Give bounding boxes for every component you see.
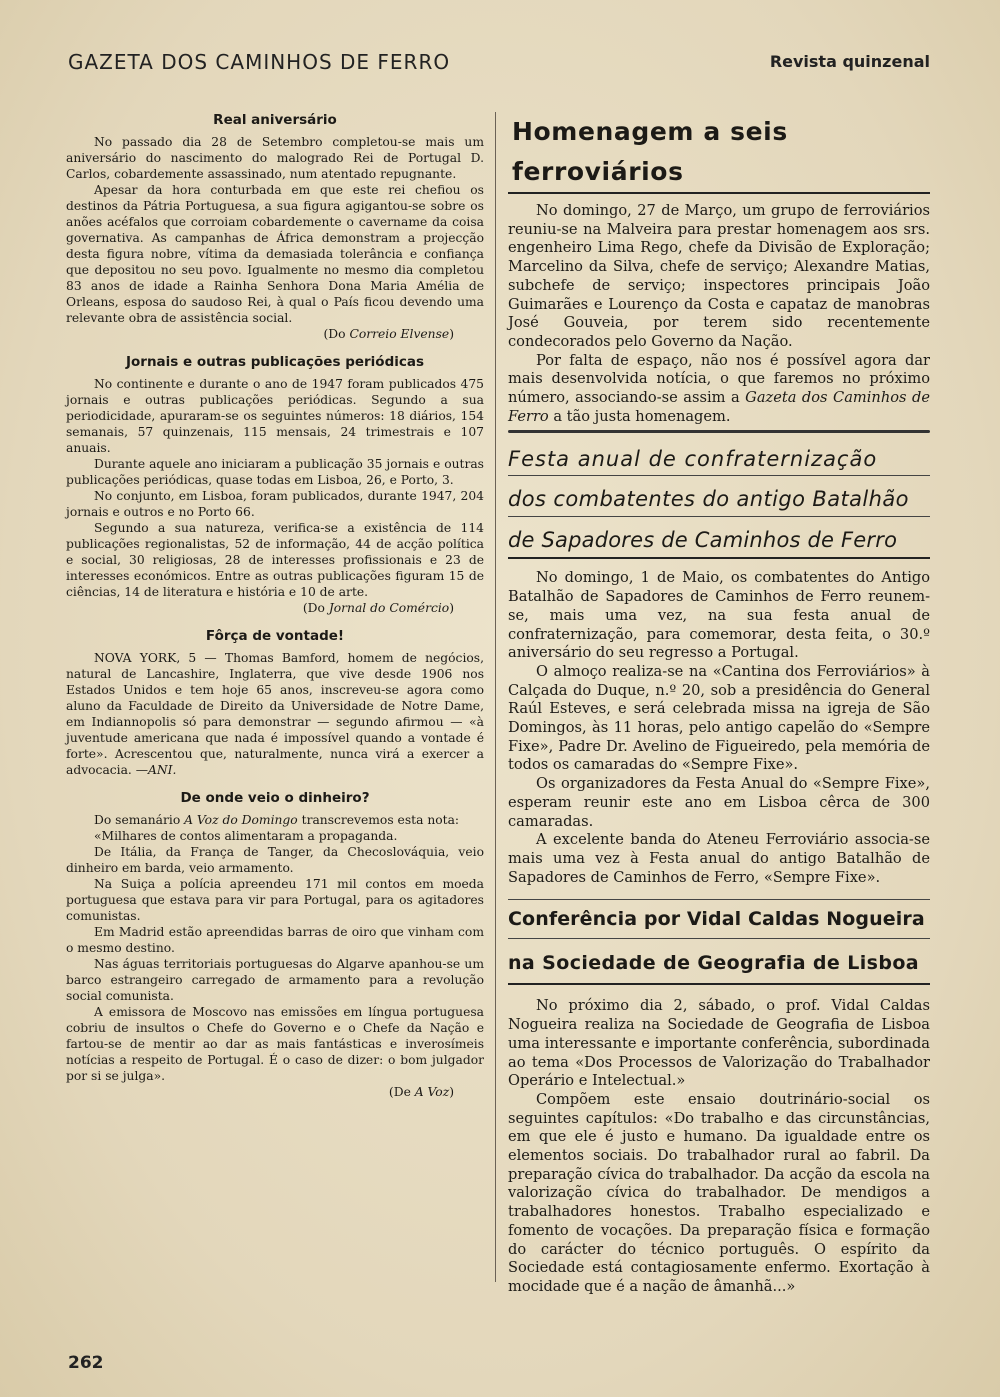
article-title: De onde veio o dinheiro? — [180, 790, 370, 806]
paragraph: No próximo dia 2, sábado, o prof. Vidal Caldas Nogueira realiza na Sociedade de Geografia de Lisboa uma interessante e importante conferência, subordinada ao tema «Dos Processos de Valorização do Trabalhador Operário e Intelectual.» — [508, 997, 930, 1090]
publication-subtitle: Revista quinzenal — [769, 52, 930, 71]
paragraph: «Milhares de contos alimentaram a propaganda. — [94, 829, 398, 843]
article-festa-anual — [508, 443, 930, 887]
article-headline-line: de Sapadores de Caminhos de Ferro — [508, 528, 898, 553]
headline-rule — [508, 983, 930, 985]
source-name: A Voz do Domingo — [184, 813, 298, 827]
source-name: Jornal do Comércio — [328, 601, 450, 615]
right-column — [508, 112, 930, 1297]
agency-name: ANI. — [148, 763, 177, 777]
section-divider — [508, 430, 930, 433]
article-real-aniversario — [66, 112, 484, 342]
article-source: (Do Correio Elvense) — [323, 327, 454, 341]
paragraph: Durante aquele ano iniciaram a publicação 35 jornais e outras publicações periódicas, quase todas em Lisboa, 26, e Porto, 3. — [66, 457, 484, 487]
paragraph: Nas águas territoriais portuguesas do Algarve apanhou-se um barco estrangeiro carregado de armamento para a revolução social comunista. — [66, 957, 484, 1003]
headline-rule — [508, 557, 930, 559]
headline-rule — [508, 475, 930, 476]
paragraph: Segundo a sua natureza, verifica-se a existência de 114 publicações regionalistas, 52 de informação, 44 de acção política e social, 30 religiosas, 28 de interesses profissionais e 23 de interesses económicos. Entre as outras publicações figuram 15 de ciências, 14 de literatura e história e 10 de arte. — [66, 521, 484, 599]
article-source: (De A Voz) — [388, 1085, 454, 1099]
publication-name: Gazeta dos Caminhos de Ferro — [508, 389, 930, 425]
paragraph: A emissora de Moscovo nas emissões em língua portuguesa cobriu de insultos o Chefe do Governo e o Chefe da Nação e fartou-se de mentir ao dar as mais fantásticas e inverosímeis notícias a respeito de Portugal. É o caso de dizer: o bom julgador por si se julga». — [66, 1005, 484, 1083]
article-headline-line: Conferência por Vidal Caldas Nogueira — [508, 908, 925, 931]
article-homenagem — [508, 112, 930, 433]
column-divider — [495, 112, 496, 1282]
left-column — [66, 112, 484, 1100]
publication-title: GAZETA DOS CAMINHOS DE FERRO — [68, 50, 451, 74]
page-number: 262 — [68, 1353, 104, 1373]
article-title: Fôrça de vontade! — [205, 628, 345, 644]
paragraph: Na Suiça a polícia apreendeu 171 mil contos em moeda portuguesa que estava para vir para Portugal, para os agitadores comunistas. — [66, 877, 484, 923]
source-name: A Voz — [414, 1085, 450, 1099]
headline-rule — [508, 938, 930, 939]
paragraph: No conjunto, em Lisboa, foram publicados, durante 1947, 204 jornais e outros e no Porto 66. — [66, 489, 484, 519]
article-headline-line: na Sociedade de Geografia de Lisboa — [508, 952, 920, 975]
paragraph: No domingo, 27 de Março, um grupo de ferroviários reuniu-se na Malveira para prestar homenagem aos srs. engenheiro Lima Rego, chefe da Divisão de Exploração; Marcelino da Silva, chefe de serviço; Alexandre Matias, subchefe de serviço; inspectores principais João Guimarães e Lourenço da Costa e capataz de manobras José Gouveia, por terem sido recentemente condecorados pelo Governo da Nação. — [508, 202, 930, 350]
paragraph: A excelente banda do Ateneu Ferroviário associa-se mais uma vez à Festa anual do antigo Batalhão de Sapadores de Caminhos de Ferro, «Sempre Fixe». — [508, 831, 930, 886]
paragraph: NOVA YORK, 5 — Thomas Bamford, homem de negócios, natural de Lancashire, Inglaterra, que vive desde 1906 nos Estados Unidos e tem hoje 65 anos, inscreveu-se agora como aluno da Faculdade de Direito da Universidade de Notre Dame, em Indiannopolis só para demonstrar — segundo afirmou — «à juventude americana que nada é impossível quando a vontade é forte». Acrescentou que, naturalmente, nunca virá a exercer a advocacia. —ANI. — [66, 651, 484, 777]
article-title: Jornais e outras publicações periódicas — [125, 354, 425, 370]
source-name: Correio Elvense — [349, 327, 450, 341]
paragraph: Em Madrid estão apreendidas barras de oiro que vinham com o mesmo destino. — [66, 925, 484, 955]
article-source: (Do Jornal do Comércio) — [302, 601, 454, 615]
paragraph: Apesar da hora conturbada em que este rei chefiou os destinos da Pátria Portuguesa, a sua figura agigantou-se sobre os anões acéfalos que corroiam cobardemente o cavername da coisa governativa. As campanhas de África demonstram a projecção desta figura nobre, vítima da demasiada tolerância e confiança que depositou no seu povo. Igualmente no mesmo dia completou 83 anos de idade a Rainha Senhora Dona Maria Amélia de Orleans, esposa do saudoso Rei, à qual o País ficou devendo uma relevante obra de assistência social. — [66, 183, 484, 325]
article-headline: Homenagem a seis ferroviários — [512, 117, 788, 186]
article-jornais — [66, 354, 484, 616]
headline-rule — [508, 516, 930, 517]
paragraph: No continente e durante o ano de 1947 foram publicados 475 jornais e outras publicações periódicas. Segundo a sua periodicidade, apuraram-se os seguintes números: 18 diários, 154 semanais, 57 quinzenais, 115 mensais, 24 trimestrais e 107 anuais. — [66, 377, 484, 455]
paragraph: Do semanário A Voz do Domingo transcrevemos esta nota: — [94, 813, 460, 827]
article-de-onde-veio-o-dinheiro — [66, 790, 484, 1100]
paragraph: De Itália, da França de Tanger, da Checoslováquia, veio dinheiro em barda, veio armamento. — [66, 845, 484, 875]
article-title: Real aniversário — [213, 112, 337, 128]
article-headline-line: dos combatentes do antigo Batalhão — [508, 487, 909, 512]
headline-rule — [508, 192, 930, 194]
article-conferencia — [508, 899, 930, 1296]
article-headline-line: Festa anual de confraternização — [508, 447, 878, 472]
paragraph: No passado dia 28 de Setembro completou-se mais um aniversário do nascimento do malogrado Rei de Portugal D. Carlos, cobardemente assassinado, num atentado repugnante. — [66, 135, 484, 181]
paragraph: Compõem este ensaio doutrinário-social os seguintes capítulos: «Do trabalho e das circunstâncias, em que ele é justo e humano. Da igualdade entre os elementos sociais. Do trabalhador rural ao fabril. Da preparação cívica do trabalhador. Da acção da escola na valorização cívica do trabalhador. De mendigos a trabalhadores honestos. Trabalho especializado e fomento de vocações. Da preparação física e formação do carácter do técnico português. O espírito da Sociedade está contagiosamente enfermo. Exortação à mocidade que é a nação de âmanhã...» — [508, 1090, 930, 1295]
paragraph: Por falta de espaço, não nos é possível agora dar mais desenvolvida notícia, o que faremos no próximo número, associando-se assim a Gazeta dos Caminhos de Ferro a tão justa homenagem. — [508, 351, 930, 425]
paragraph: O almoço realiza-se na «Cantina dos Ferroviários» à Calçada do Duque, n.º 20, sob a presidência do General Raúl Esteves, e será celebrada missa na igreja de São Domingos, às 11 horas, pelo antigo capelão do «Sempre Fixe», Padre Dr. Avelino de Figueiredo, pela memória de todos os camaradas do «Sempre Fixe». — [508, 662, 930, 774]
article-forca-de-vontade — [66, 628, 484, 778]
paragraph: No domingo, 1 de Maio, os combatentes do Antigo Batalhão de Sapadores de Caminhos de Ferro reunem-se, mais uma vez, na sua festa anual de confraternização, para comemorar, desta feita, o 30.º aniversário do seu regresso a Portugal. — [508, 569, 930, 662]
paragraph: Os organizadores da Festa Anual do «Sempre Fixe», esperam reunir este ano em Lisboa cêrca de 300 camaradas. — [508, 775, 930, 830]
